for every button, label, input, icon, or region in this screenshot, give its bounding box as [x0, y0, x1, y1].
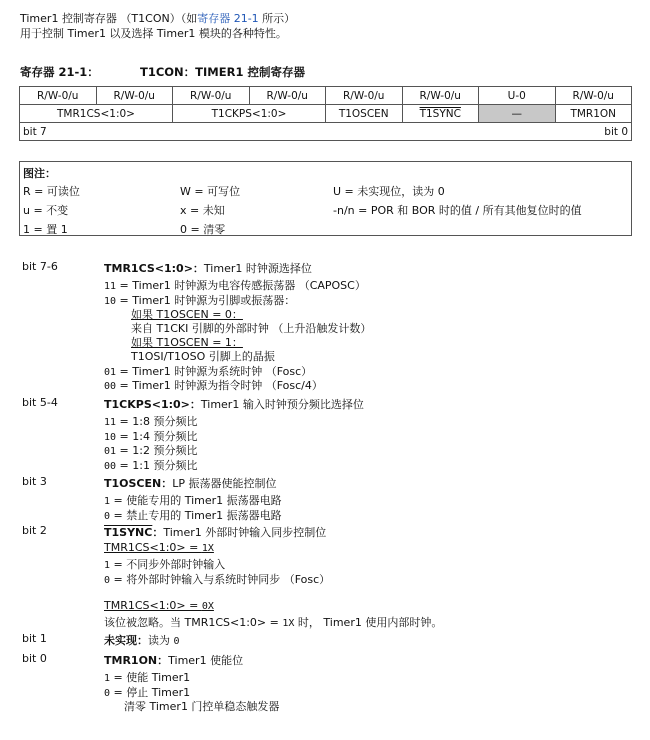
field-unimplemented: — [479, 105, 556, 123]
bit0-opt-1 [104, 669, 190, 685]
bit2-name: T1SYNC [104, 526, 153, 539]
code-0: 0 [104, 511, 111, 522]
legend-set: 1 = 置 1 [23, 223, 68, 236]
bit54-desc: Timer1 输入时钟预分频比选择位 [200, 398, 364, 411]
legend-title: 图注： [23, 167, 56, 180]
access-bit7: R/W-0/u [20, 87, 97, 105]
bit1-desc-value: 0 [173, 636, 180, 647]
bit76-heading [104, 260, 312, 276]
field-t1ckps: T1CKPS<1:0> [173, 105, 326, 123]
opt-text: = Timer1 时钟源为引脚或振荡器： [116, 294, 296, 307]
bit2-heading [104, 524, 326, 540]
note-text-end: 时， Timer1 使用内部时钟。 [294, 616, 443, 629]
bit1-label: bit 1 [22, 632, 47, 645]
bit2-ignore-note [104, 614, 442, 630]
code-00: 00 [104, 381, 117, 392]
bit76-if-t1oscen-1: 如果 T1OSCEN = 1： [131, 336, 243, 349]
bit76-if1-desc: T1OSI/T1OSO 引脚上的晶振 [131, 350, 275, 363]
bit3-heading [104, 475, 277, 491]
bit2-desc: Timer1 外部时钟输入同步控制位 [163, 526, 327, 539]
legend-reset-values: -n/n = POR 和 BOR 时的值 / 所有其他复位时的值 [333, 204, 582, 217]
access-bit5: R/W-0/u [173, 87, 250, 105]
bit3-opt-1 [104, 492, 282, 508]
legend-unimplemented: U = 未实现位，读为 0 [333, 185, 445, 198]
bit0-gate-note: 清零 Timer1 门控单稳态触发器 [124, 700, 280, 713]
bit-low-label: bit 0 [326, 123, 632, 141]
opt-text: = Timer1 时钟源为系统时钟 （Fosc） [116, 365, 313, 378]
intro-text: Timer1 控制寄存器 （T1CON）（如 [20, 12, 198, 25]
access-row [20, 87, 632, 105]
code-0: 0 [104, 575, 111, 586]
bit76-desc: Timer1 时钟源选择位 [203, 262, 312, 275]
intro-line-2: 用于控制 Timer1 以及选择 Timer1 模块的各种特性。 [20, 27, 287, 40]
note-value: 1X [282, 618, 295, 629]
code-11: 11 [104, 281, 117, 292]
field-t1sync [402, 105, 479, 123]
register-table [19, 86, 632, 141]
opt-text: = 将外部时钟输入与系统时钟同步 （Fosc） [110, 573, 331, 586]
opt-text: = 1:8 预分频比 [116, 415, 198, 428]
bit76-opt-11 [104, 277, 366, 293]
bit2-opt-0 [104, 571, 330, 587]
opt-text: = 1:4 预分频比 [116, 430, 198, 443]
bit3-desc: LP 振荡器使能控制位 [172, 477, 277, 490]
bit54-name: T1CKPS<1:0>： [104, 398, 201, 411]
bit76-if-t1oscen-0: 如果 T1OSCEN = 0： [131, 308, 243, 321]
note-text: 该位被忽略。当 TMR1CS<1:0> = [104, 616, 283, 629]
code-1: 1 [104, 560, 111, 571]
opt-text: = 禁止专用的 Timer1 振荡器电路 [110, 509, 282, 522]
intro-text-end: 所示） [258, 12, 296, 25]
bit1-heading [104, 632, 180, 648]
cond-value: 1X [201, 543, 214, 554]
code-10: 10 [104, 296, 117, 307]
code-0: 0 [104, 688, 111, 699]
bit54-heading [104, 396, 364, 412]
bit2-name-suffix: ： [152, 526, 164, 539]
opt-text: = 不同步外部时钟输入 [110, 558, 226, 571]
code-10: 10 [104, 432, 117, 443]
cond-value: 0X [201, 601, 214, 612]
code-01: 01 [104, 446, 117, 457]
bit0-desc: Timer1 使能位 [168, 654, 244, 667]
register-caption-title: T1CON：TIMER1 控制寄存器 [140, 65, 305, 79]
opt-text: = 停止 Timer1 [110, 686, 191, 699]
legend-box [19, 161, 632, 236]
opt-text: = 使能 Timer1 [110, 671, 191, 684]
bit2-condition-0x [104, 599, 214, 612]
register-caption-number: 寄存器 21-1： [20, 65, 99, 79]
access-bit3: R/W-0/u [326, 87, 403, 105]
opt-text: = 使能专用的 Timer1 振荡器电路 [110, 494, 282, 507]
access-bit0: R/W-0/u [555, 87, 632, 105]
code-11: 11 [104, 417, 117, 428]
bit76-opt-00 [104, 377, 323, 393]
field-tmr1cs: TMR1CS<1:0> [20, 105, 173, 123]
bit2-condition-1x [104, 541, 214, 554]
bit76-label: bit 7-6 [22, 260, 58, 273]
legend-writable: W = 可写位 [180, 185, 241, 198]
bit-high-label: bit 7 [20, 123, 326, 141]
bit54-opt-00 [104, 457, 197, 473]
legend-unchanged: u = 不变 [23, 204, 69, 217]
bit76-if0-desc: 来自 T1CKI 引脚的外部时钟 （上升沿触发计数） [131, 322, 372, 335]
opt-text: = 1:1 预分频比 [116, 459, 198, 472]
code-00: 00 [104, 461, 117, 472]
t1sync-label: T1SYNC [419, 107, 461, 120]
bit2-label: bit 2 [22, 524, 47, 537]
field-t1oscen: T1OSCEN [326, 105, 403, 123]
bit54-label: bit 5-4 [22, 396, 58, 409]
access-bit1: U-0 [479, 87, 556, 105]
cond-text: TMR1CS<1:0> = [104, 541, 202, 554]
field-row [20, 105, 632, 123]
code-1: 1 [104, 673, 111, 684]
bit76-name: TMR1CS<1:0>： [104, 262, 204, 275]
access-bit2: R/W-0/u [402, 87, 479, 105]
bit0-heading [104, 652, 243, 668]
opt-text: = Timer1 时钟源为指令时钟 （Fosc/4） [116, 379, 323, 392]
access-bit6: R/W-0/u [96, 87, 173, 105]
code-01: 01 [104, 367, 117, 378]
opt-text: = 1:2 预分频比 [116, 444, 198, 457]
legend-unknown: x = 未知 [180, 204, 225, 217]
bit3-label: bit 3 [22, 475, 47, 488]
bit-number-row [20, 123, 632, 141]
bit3-name: T1OSCEN： [104, 477, 173, 490]
legend-cleared: 0 = 清零 [180, 223, 226, 236]
access-bit4: R/W-0/u [249, 87, 326, 105]
bit3-opt-0 [104, 507, 282, 523]
bit1-name: 未实现： [104, 634, 148, 647]
bit0-label: bit 0 [22, 652, 47, 665]
bit54-opt-01 [104, 442, 197, 458]
bit0-name: TMR1ON： [104, 654, 169, 667]
bit54-opt-11 [104, 413, 197, 429]
intro-line-1 [20, 10, 295, 26]
register-21-1-link[interactable]: 寄存器 21-1 [197, 12, 259, 25]
code-1: 1 [104, 496, 111, 507]
legend-readable: R = 可读位 [23, 185, 80, 198]
field-tmr1on: TMR1ON [555, 105, 632, 123]
bit2-opt-1 [104, 556, 225, 572]
cond-text: TMR1CS<1:0> = [104, 599, 202, 612]
bit1-desc: 读为 [148, 634, 174, 647]
opt-text: = Timer1 时钟源为电容传感振荡器 （CAPOSC） [116, 279, 366, 292]
